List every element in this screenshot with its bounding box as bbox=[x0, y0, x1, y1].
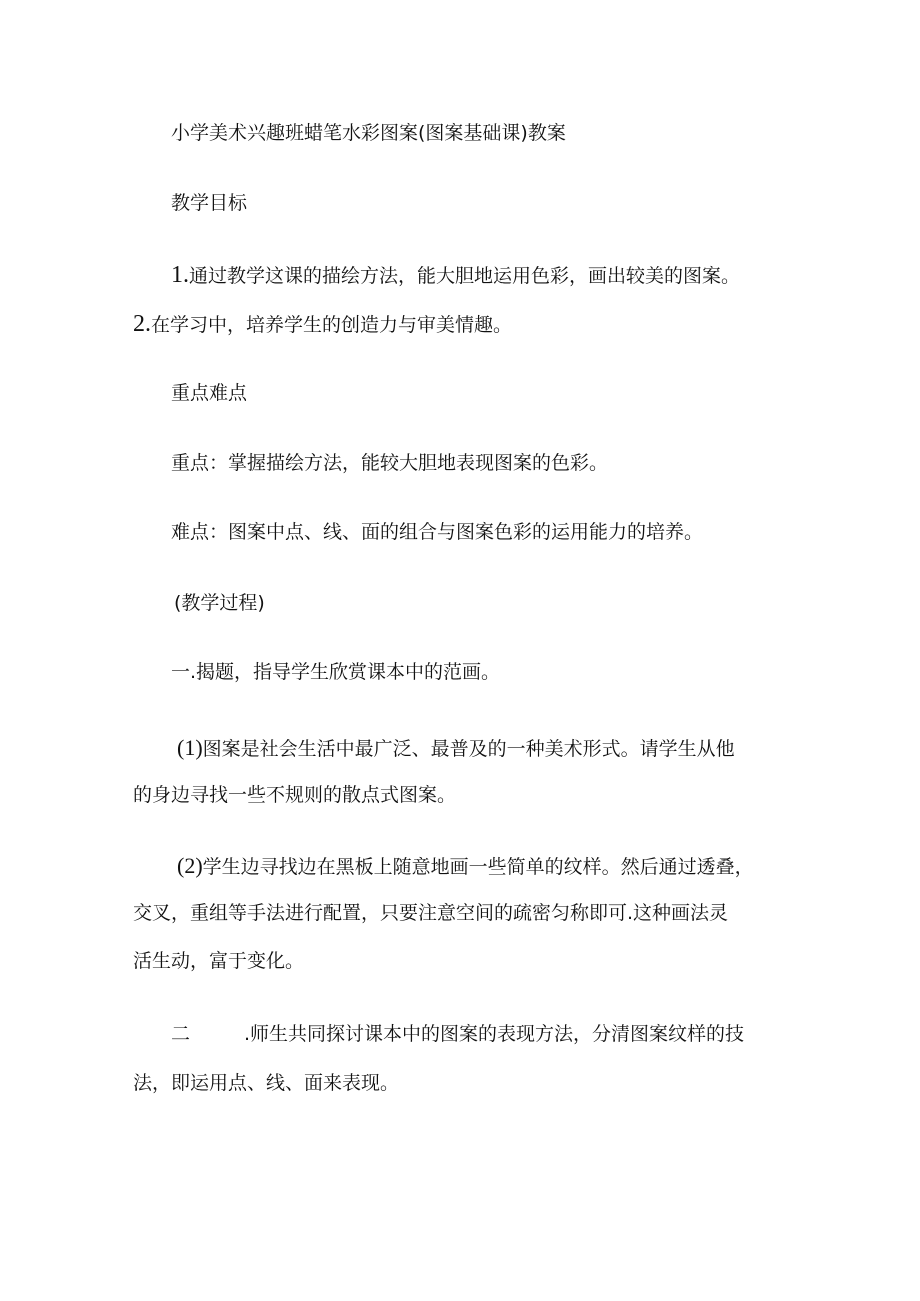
objective-2 bbox=[133, 312, 512, 336]
key-point-text: 重点：掌握描绘方法，能较大胆地表现图案的色彩。 bbox=[171, 452, 609, 474]
difficulty-text: 难点：图案中点、线、面的组合与图案色彩的运用能力的培养。 bbox=[171, 521, 704, 543]
document-title: 小学美术兴趣班蜡笔水彩图案(图案基础课)教案 bbox=[171, 122, 566, 144]
step-1-item-2-line-3: 活生动，富于变化。 bbox=[133, 950, 305, 972]
step-1-title: 一.揭题，指导学生欣赏课本中的范画。 bbox=[171, 661, 501, 683]
step-1-item-2-line-2: 交叉，重组等手法进行配置，只要注意空间的疏密匀称即可.这种画法灵 bbox=[133, 902, 729, 924]
step-1-item-1-text: 图案是社会生活中最广泛、最普及的一种美术形式。请学生从他 bbox=[202, 738, 735, 760]
step-2-line-2: 法，即运用点、线、面来表现。 bbox=[133, 1072, 400, 1094]
step-1-item-2-line-1 bbox=[177, 855, 754, 877]
step-1-item-1-line-2: 的身边寻找一些不规则的散点式图案。 bbox=[133, 784, 457, 806]
key-points-heading: 重点难点 bbox=[171, 382, 248, 404]
step-1-item-2-text: 学生边寻找边在黑板上随意地画一些简单的纹样。然后通过透叠， bbox=[202, 856, 754, 878]
objective-2-text: 在学习中，培养学生的创造力与审美情趣。 bbox=[151, 314, 513, 336]
step-1-item-1-line-1 bbox=[177, 737, 735, 759]
objective-1-number: 1. bbox=[171, 262, 189, 288]
step-2-line-1: .师生共同探讨课本中的图案的表现方法，分清图案纹样的技 bbox=[244, 1023, 745, 1045]
step-2-number: 二 bbox=[171, 1023, 191, 1045]
objectives-heading: 教学目标 bbox=[171, 192, 248, 214]
objective-2-number: 2. bbox=[133, 311, 151, 337]
process-heading: (教学过程) bbox=[174, 592, 265, 614]
objective-1 bbox=[171, 263, 740, 287]
step-1-item-2-number: (2) bbox=[177, 853, 203, 878]
objective-1-text: 通过教学这课的描绘方法，能大胆地运用色彩，画出较美的图案。 bbox=[189, 265, 741, 287]
step-1-item-1-number: (1) bbox=[177, 735, 203, 760]
